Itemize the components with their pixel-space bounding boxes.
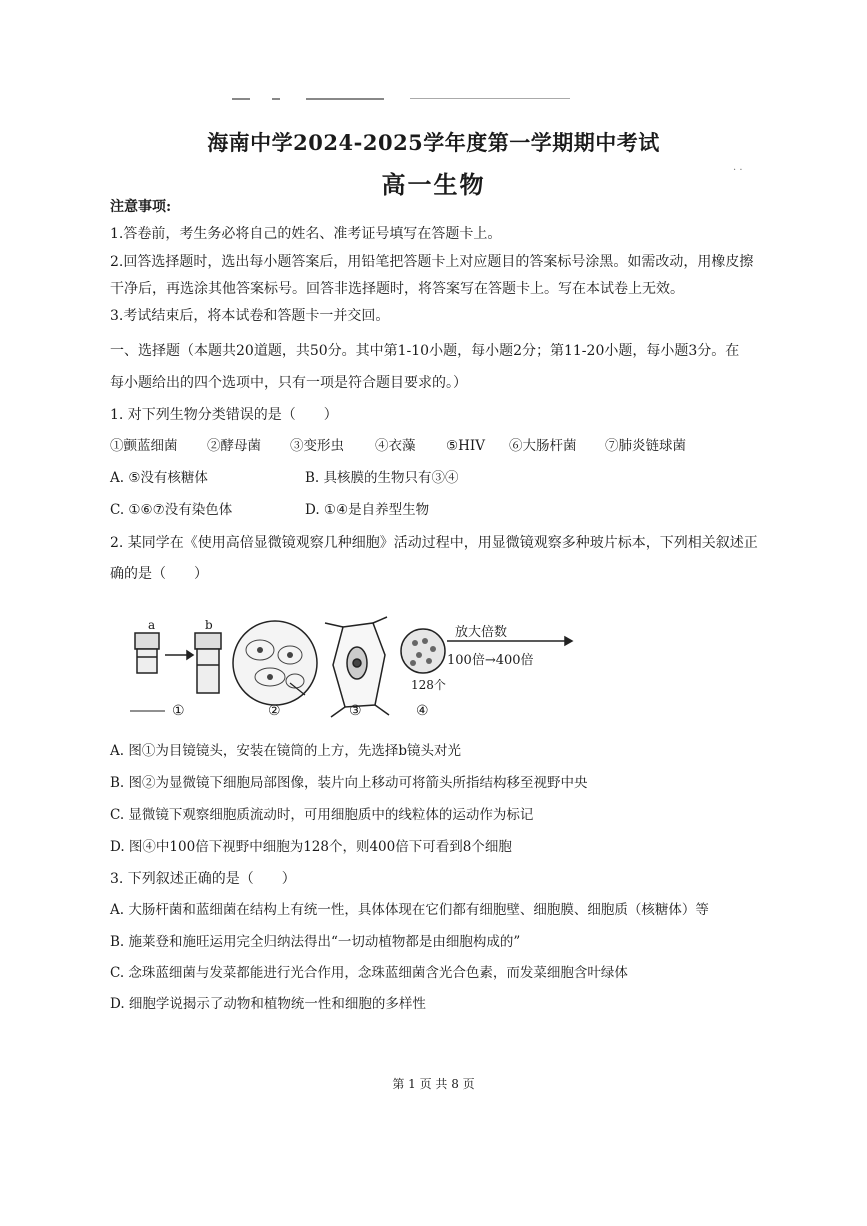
q3-option-d: D. 细胞学说揭示了动物和植物统一性和细胞的多样性 xyxy=(110,996,426,1012)
lens-a-icon xyxy=(135,633,159,673)
q1-organism: ④衣藻 xyxy=(375,438,416,454)
notice-item: 1.答卷前，考生务必将自己的姓名、准考证号填写在答题卡上。 xyxy=(110,226,502,242)
q1-option-a: A. ⑤没有核糖体 xyxy=(110,470,208,486)
panel-label-1: ① xyxy=(172,703,185,719)
q3-stem: 3. 下列叙述正确的是（ ） xyxy=(110,871,296,887)
q2-stem-cont: 确的是（ ） xyxy=(110,566,208,582)
microscope-figure xyxy=(125,615,575,725)
q1-organism: ①颤蓝细菌 xyxy=(110,438,178,454)
plant-cell-icon xyxy=(325,617,389,717)
section-heading: 一、选择题（本题共20道题，共50分。其中第1-10小题，每小题2分；第11-20小题，每小题3分。在 xyxy=(110,343,740,359)
lens-b-label: b xyxy=(205,618,213,632)
q3-option-a: A. 大肠杆菌和蓝细菌在结构上有统一性，具体体现在它们都有细胞壁、细胞膜、细胞质（核糖体）等 xyxy=(110,902,709,918)
notice-item: 3.考试结束后，将本试卷和答题卡一并交回。 xyxy=(110,308,390,324)
scan-artifact xyxy=(410,98,570,99)
q1-organism: ⑥大肠杆菌 xyxy=(509,438,577,454)
section-heading-cont: 每小题给出的四个选项中，只有一项是符合题目要求的。） xyxy=(110,375,467,391)
scan-artifact xyxy=(272,98,280,100)
q1-option-b: B. 具核膜的生物只有③④ xyxy=(305,470,459,486)
cell-count-label: 128个 xyxy=(411,678,446,692)
cell-cluster-icon xyxy=(401,629,445,673)
magnify-title: 放大倍数 xyxy=(455,625,508,640)
q3-option-b: B. 施莱登和施旺运用完全归纳法得出“一切动植物都是由细胞构成的” xyxy=(110,934,521,950)
notice-item: 2.回答选择题时，选出每小题答案后，用铅笔把答题卡上对应题目的答案标号涂黑。如需改动，用橡皮擦 xyxy=(110,254,754,270)
q1-option-c: C. ①⑥⑦没有染色体 xyxy=(110,502,233,518)
page-number: 第 1 页 共 8 页 xyxy=(392,1077,475,1091)
lens-b-icon xyxy=(195,633,221,693)
scan-artifact xyxy=(232,98,250,100)
q2-option-d: D. 图④中100倍下视野中细胞为128个，则400倍下可看到8个细胞 xyxy=(110,839,512,855)
q1-organism: ⑤HIV xyxy=(446,438,485,454)
panel-label-2: ② xyxy=(268,703,281,719)
q2-stem: 2. 某同学在《使用高倍显微镜观察几种细胞》活动过程中，用显微镜观察多种玻片标本，下列相关叙述正 xyxy=(110,535,758,551)
q1-organism: ⑦肺炎链球菌 xyxy=(605,438,686,454)
panel-label-4: ④ xyxy=(416,703,429,719)
q2-option-b: B. 图②为显微镜下细胞局部图像，装片向上移动可将箭头所指结构移至视野中央 xyxy=(110,775,588,791)
arrow-right-icon xyxy=(165,651,193,659)
q1-organism: ②酵母菌 xyxy=(207,438,261,454)
panel-label-3: ③ xyxy=(349,703,362,719)
q2-option-c: C. 显微镜下观察细胞质流动时，可用细胞质中的线粒体的运动作为标记 xyxy=(110,807,534,823)
q3-option-c: C. 念珠蓝细菌与发菜都能进行光合作用，念珠蓝细菌含光合色素，而发菜细胞含叶绿体 xyxy=(110,965,628,981)
lens-a-label: a xyxy=(148,618,156,632)
q1-organism: ③变形虫 xyxy=(290,438,344,454)
notice-heading: 注意事项: xyxy=(110,199,172,215)
scan-artifact xyxy=(306,98,384,100)
notice-item: 干净后，再选涂其他答案标号。回答非选择题时，将答案写在答题卡上。写在本试卷上无效。 xyxy=(110,281,684,297)
exam-subject: 高一生物 xyxy=(381,170,486,199)
magnify-text: 100倍→400倍 xyxy=(447,653,534,668)
exam-title: 海南中学2024-2025学年度第一学期期中考试 xyxy=(207,130,660,155)
scan-artifact: · · xyxy=(733,165,743,176)
cell-field-icon xyxy=(233,621,317,705)
q1-option-d: D. ①④是自养型生物 xyxy=(305,502,430,518)
q1-stem: 1. 对下列生物分类错误的是（ ） xyxy=(110,407,338,423)
q2-option-a: A. 图①为目镜镜头，安装在镜筒的上方，先选择b镜头对光 xyxy=(110,743,461,759)
